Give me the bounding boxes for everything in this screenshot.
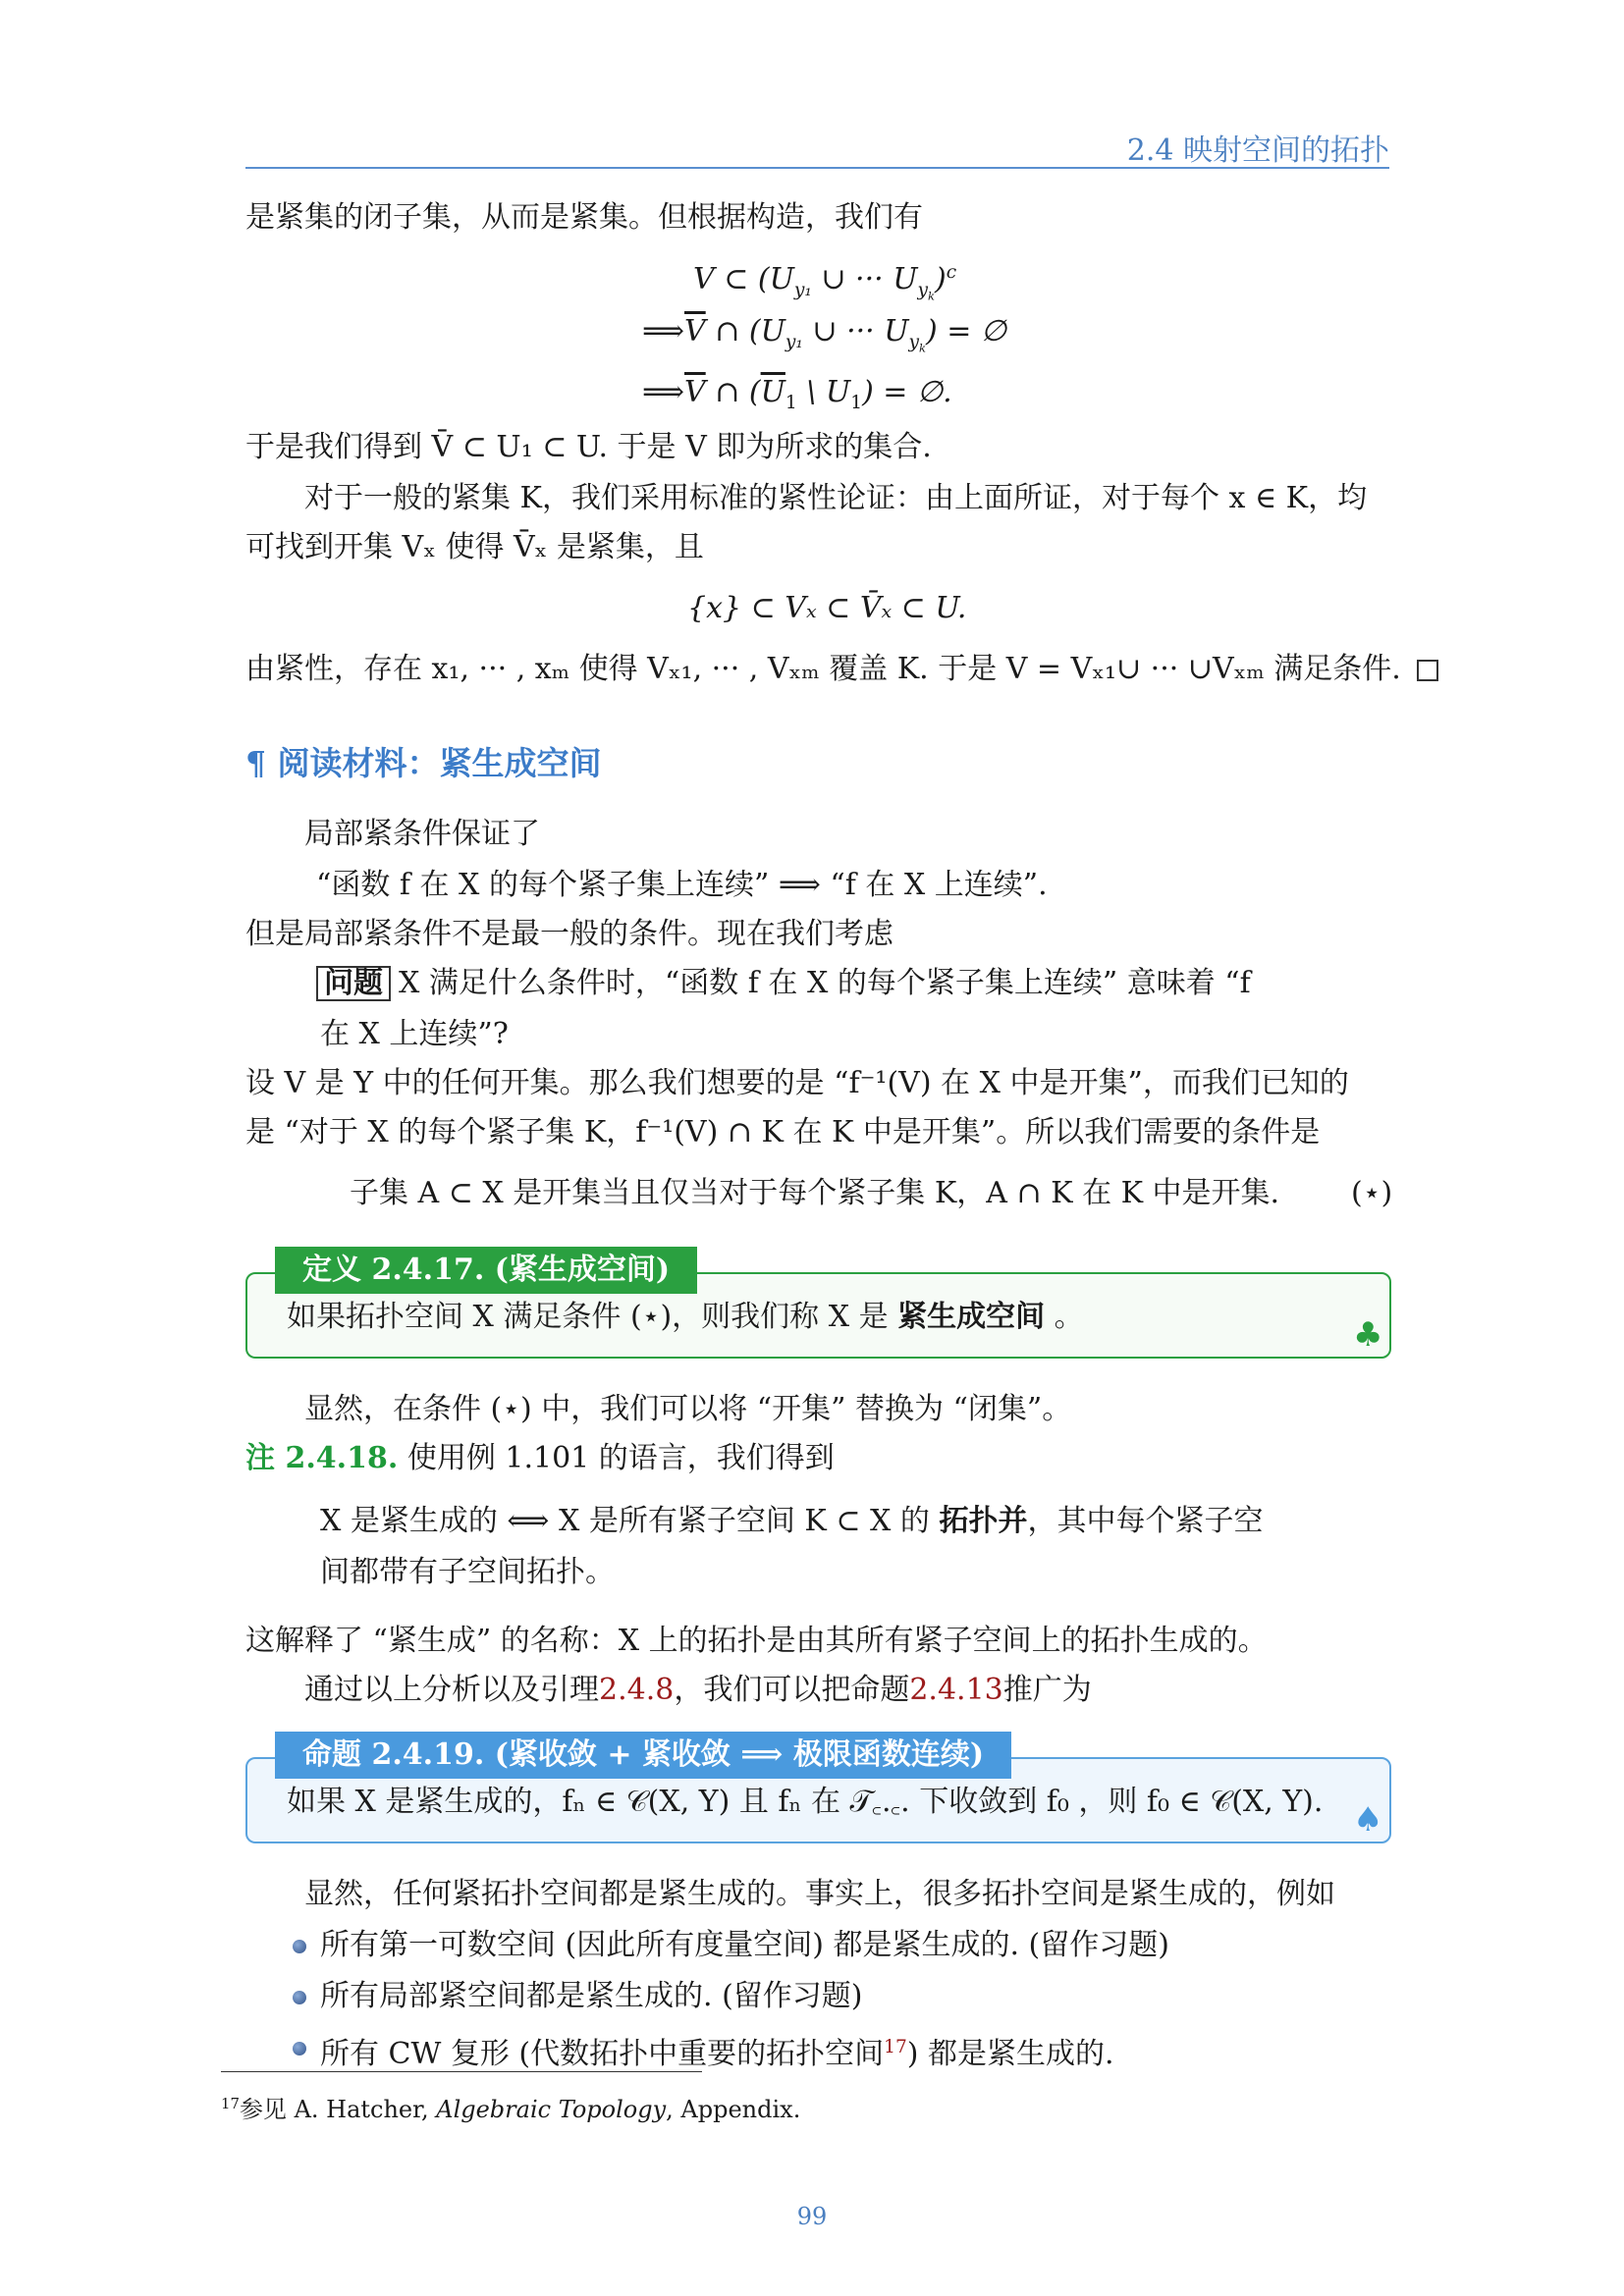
footnote: $^{17}$参见 A. Hatcher, Algebraic Topology, Appendix. bbox=[221, 2095, 801, 2123]
reading-p5: 是 “对于 X 的每个紧子集 K，f⁻¹(V) ∩ K 在 K 中是开集”。所以我们需要的条件是 bbox=[245, 1115, 1321, 1149]
reading-p4: 设 V 是 Y 中的任何开集。那么我们想要的是 “f⁻¹(V) 在 X 中是开集”，而我们已知的 bbox=[245, 1066, 1349, 1100]
reading-p2: “函数 f 在 X 的每个紧子集上连续” ⟹ “f 在 X 上连续”. bbox=[316, 868, 1048, 902]
after-def-p1: 显然，在条件 (⋆) 中，我们可以将 “开集” 替换为 “闭集”。 bbox=[304, 1392, 1072, 1426]
running-head: 2.4 映射空间的拓扑 bbox=[1126, 133, 1389, 168]
equation-1: V ⊂ ($U_{y_1}$ ∪ ··· $U_{y_k})^c$ bbox=[693, 262, 957, 303]
note-label: 注 2.4.18. bbox=[245, 1441, 399, 1475]
spade-icon: ♠ bbox=[1353, 1800, 1383, 1840]
question-line-2: 在 X 上连续”? bbox=[320, 1017, 509, 1051]
definition-title: 定义 2.4.17. (紧生成空间) bbox=[275, 1247, 697, 1294]
definition-body: 如果拓扑空间 X 满足条件 (⋆)，则我们称 X 是 紧生成空间 。 bbox=[287, 1300, 1084, 1334]
proof-line-3: 对于一般的紧集 K，我们采用标准的紧性论证：由上面所证，对于每个 x ∈ K，均 bbox=[304, 481, 1368, 515]
reading-p1: 局部紧条件保证了 bbox=[304, 817, 540, 851]
header-rule bbox=[245, 167, 1389, 169]
note-line: 注 2.4.18. 使用例 1.101 的语言，我们得到 bbox=[245, 1441, 835, 1475]
proof-line-1: 是紧集的闭子集，从而是紧集。但根据构造，我们有 bbox=[245, 200, 923, 235]
footnote-rule bbox=[221, 2071, 702, 2072]
condition-tag: (⋆) bbox=[1351, 1176, 1393, 1210]
note-body-2: 间都带有子空间拓扑。 bbox=[320, 1555, 615, 1589]
ref-lemma-link[interactable]: 2.4.8 bbox=[599, 1673, 675, 1707]
reading-p3: 但是局部紧条件不是最一般的条件。现在我们考虑 bbox=[245, 917, 893, 951]
proof-line-2: 于是我们得到 V̄ ⊂ U₁ ⊂ U. 于是 V 即为所求的集合. bbox=[245, 430, 932, 464]
equation-2: $⟹\overline{V}$ ∩ ($U_{y_1}$ ∪ ··· $U_{y_k}$) = ∅ bbox=[642, 314, 1007, 355]
bullet-icon bbox=[293, 2042, 306, 2056]
section-heading: ¶ 阅读材料：紧生成空间 bbox=[245, 744, 602, 782]
example-item-3: 所有 CW 复形 (代数拓扑中重要的拓扑空间$^{17}$) 都是紧生成的. bbox=[320, 2037, 1114, 2071]
proof-line-5: 由紧性，存在 x₁, ··· , xₘ 使得 Vₓ₁, ··· , Vₓₘ 覆盖 K. 于是 V = Vₓ₁∪ ··· ∪Vₓₘ 满足条件. bbox=[245, 650, 1438, 689]
proposition-body: 如果 X 是紧生成的，fₙ ∈ 𝒞(X, Y) 且 fₙ 在 𝒯꜀.꜀. 下收敛到 f₀ ，则 f₀ ∈ 𝒞(X, Y). bbox=[287, 1785, 1324, 1819]
bullet-icon bbox=[293, 1940, 306, 1953]
club-icon: ♣ bbox=[1353, 1315, 1383, 1355]
equation-3: $⟹\overline{V}$ ∩ ($\overline{U}_1$ \ $U_1$) = ∅. bbox=[642, 375, 952, 413]
example-item-2: 所有局部紧空间都是紧生成的. (留作习题) bbox=[320, 1979, 863, 2013]
page-number: 99 bbox=[796, 2203, 828, 2230]
proof-line-4: 可找到开集 Vₓ 使得 V̄ₓ 是紧集，且 bbox=[245, 530, 704, 564]
question-line-1: 问题 X 满足什么条件时，“函数 f 在 X 的每个紧子集上连续” 意味着 “f bbox=[316, 964, 1251, 1003]
after-def-p2: 这解释了 “紧生成” 的名称：X 上的拓扑是由其所有紧子空间上的拓扑生成的。 bbox=[245, 1624, 1268, 1658]
condition-star: 子集 A ⊂ X 是开集当且仅当对于每个紧子集 K，A ∩ K 在 K 中是开集. bbox=[350, 1176, 1280, 1210]
equation-4: {x} ⊂ Vₓ ⊂ V̄ₓ ⊂ U. bbox=[687, 591, 967, 625]
bullet-icon bbox=[293, 1991, 306, 2004]
proposition-title: 命题 2.4.19. (紧收敛 + 紧收敛 ⟹ 极限函数连续) bbox=[275, 1732, 1011, 1779]
example-item-1: 所有第一可数空间 (因此所有度量空间) 都是紧生成的. (留作习题) bbox=[320, 1928, 1169, 1962]
examples-intro: 显然，任何紧拓扑空间都是紧生成的。事实上，很多拓扑空间是紧生成的，例如 bbox=[304, 1877, 1335, 1911]
note-body-1: X 是紧生成的 ⟺ X 是所有紧子空间 K ⊂ X 的 拓扑并，其中每个紧子空 bbox=[320, 1504, 1264, 1538]
footnote-ref-link[interactable]: 17 bbox=[884, 2037, 907, 2057]
after-def-p3: 通过以上分析以及引理2.4.8，我们可以把命题2.4.13推广为 bbox=[304, 1673, 1092, 1707]
qed-icon bbox=[1417, 660, 1438, 681]
question-label: 问题 bbox=[316, 966, 391, 1001]
ref-proposition-link[interactable]: 2.4.13 bbox=[909, 1673, 1003, 1707]
